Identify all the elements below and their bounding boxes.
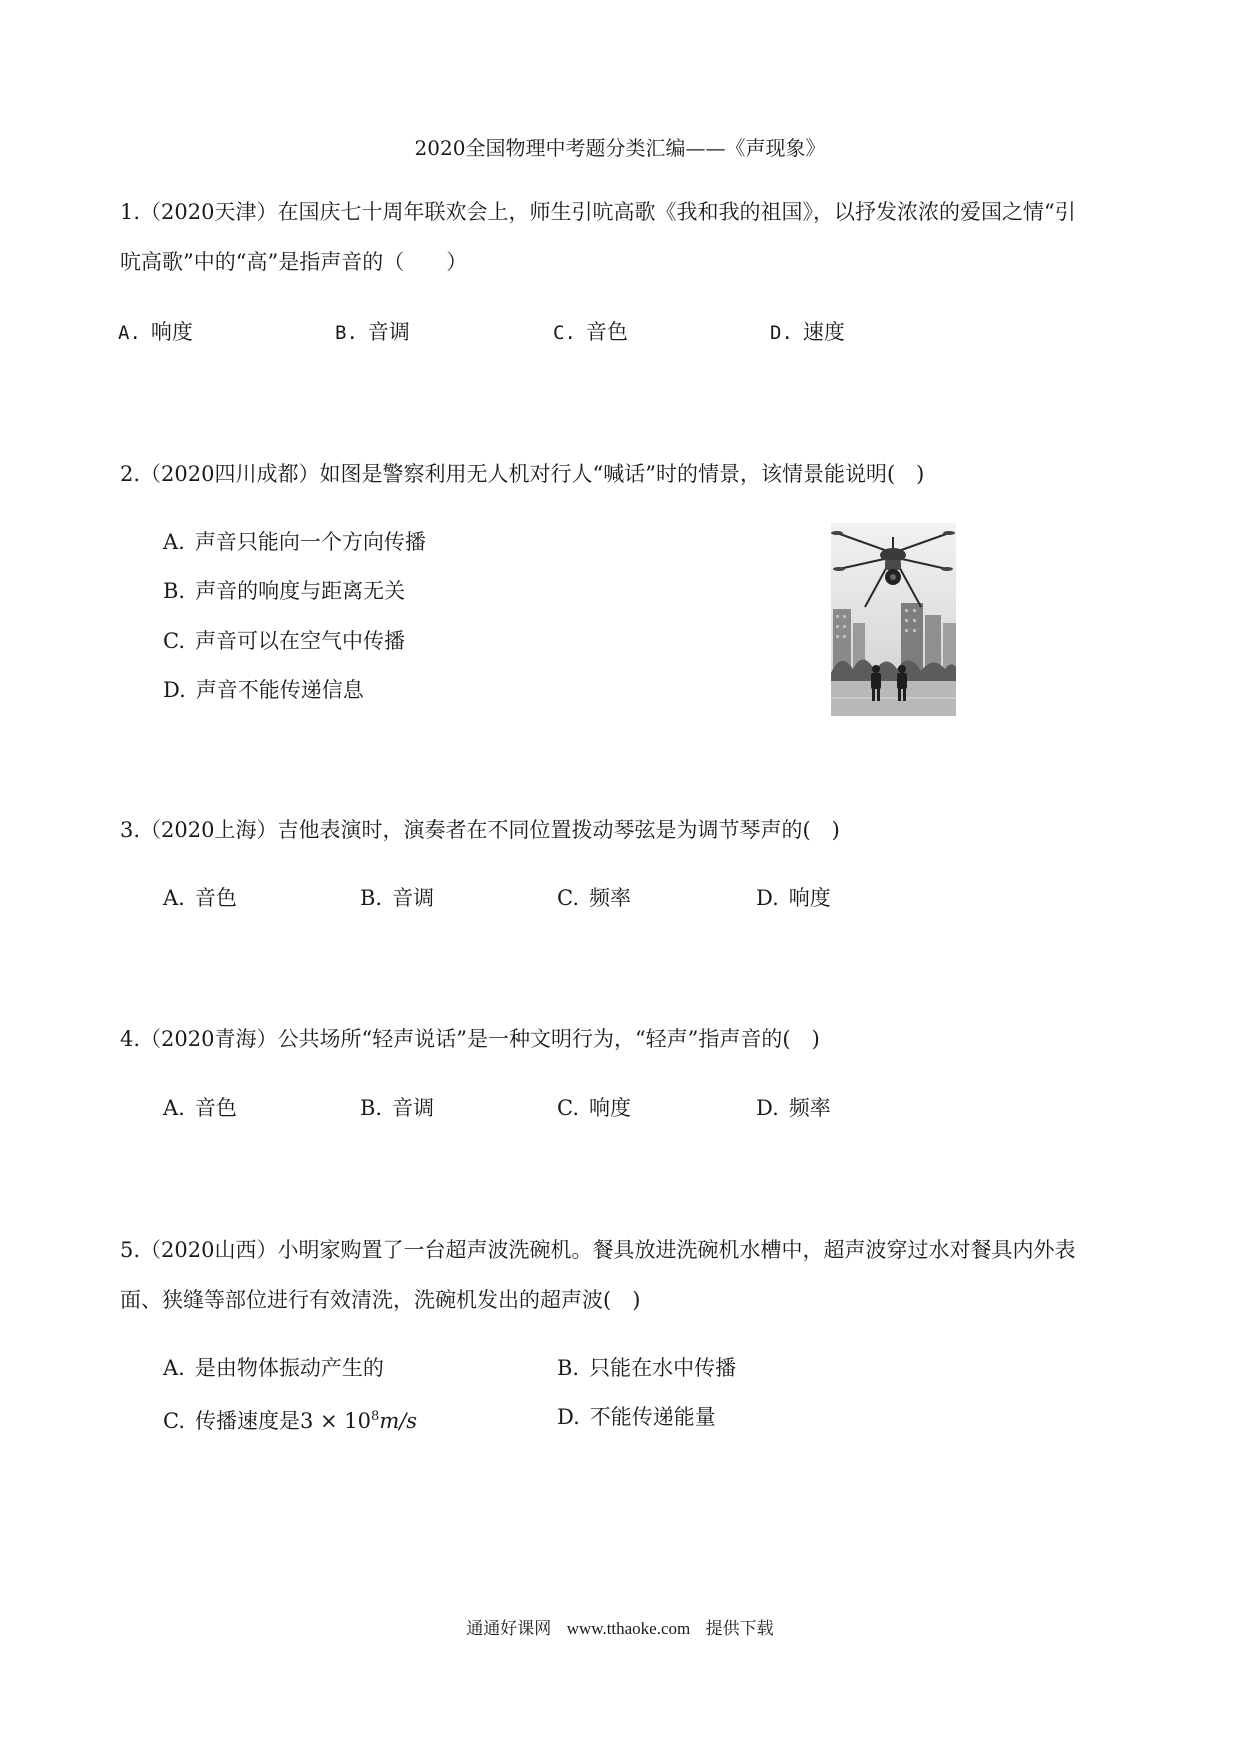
option-label: A. bbox=[163, 886, 185, 910]
option-text: 音调 bbox=[392, 886, 435, 910]
question-2-option-d bbox=[163, 678, 364, 702]
question-1-option-a bbox=[118, 320, 193, 345]
question-5-option-d bbox=[557, 1405, 716, 1429]
question-2-option-b bbox=[163, 579, 405, 603]
option-text: 频率 bbox=[589, 886, 631, 910]
question-2-line-1: 2.（2020四川成都）如图是警察利用无人机对行人“喊话”时的情景，该情景能说明( ) bbox=[120, 462, 925, 486]
question-1-line-2: 吭高歌”中的“高”是指声音的（ ） bbox=[120, 250, 468, 274]
option-label: A. bbox=[163, 1096, 185, 1120]
option-text: 响度 bbox=[788, 886, 831, 910]
option-label: B. bbox=[360, 1096, 383, 1120]
option-text: 音色 bbox=[194, 886, 237, 910]
option-label: B. bbox=[360, 886, 383, 910]
option-text: 音色 bbox=[194, 1096, 237, 1120]
option-label: D. bbox=[163, 678, 186, 702]
option-label: C. bbox=[557, 1096, 579, 1120]
question-4-line-1: 4.（2020青海）公共场所“轻声说话”是一种文明行为，“轻声”指声音的( ) bbox=[120, 1027, 820, 1051]
question-4-option-c bbox=[557, 1096, 631, 1120]
question-2-option-a bbox=[163, 530, 426, 554]
option-text: 音调 bbox=[367, 320, 410, 344]
option-text: 音调 bbox=[392, 1096, 435, 1120]
question-1-option-c bbox=[553, 320, 628, 345]
drone-police-photo bbox=[831, 523, 956, 716]
option-label: A. bbox=[163, 530, 185, 554]
option-text: 声音不能传递信息 bbox=[195, 678, 364, 702]
question-1-option-d bbox=[770, 320, 845, 345]
option-text: 不能传递能量 bbox=[589, 1405, 716, 1429]
option-label: D. bbox=[756, 886, 779, 910]
speed-formula bbox=[300, 1409, 417, 1433]
option-label: C. bbox=[553, 322, 576, 344]
option-label: A. bbox=[163, 1356, 185, 1380]
option-text: 声音的响度与距离无关 bbox=[195, 579, 406, 603]
option-label: C. bbox=[163, 1409, 185, 1433]
question-5-option-c bbox=[163, 1405, 417, 1433]
option-label: D. bbox=[756, 1096, 779, 1120]
question-3-option-d bbox=[756, 886, 831, 910]
option-label: B. bbox=[163, 579, 186, 603]
option-text: 声音可以在空气中传播 bbox=[195, 629, 405, 653]
option-label: C. bbox=[557, 886, 579, 910]
option-label: D. bbox=[557, 1405, 580, 1429]
question-3-option-c bbox=[557, 886, 631, 910]
question-4-option-b bbox=[360, 1096, 434, 1120]
option-text: 速度 bbox=[802, 320, 845, 344]
formula-exponent: 8 bbox=[371, 1409, 380, 1424]
option-text: 响度 bbox=[589, 1096, 631, 1120]
page-title: 2020全国物理中考题分类汇编——《声现象》 bbox=[414, 136, 826, 160]
question-5-line-1: 5.（2020山西）小明家购置了一台超声波洗碗机。餐具放进洗碗机水槽中，超声波穿过水对餐具内外表 bbox=[120, 1238, 1076, 1262]
question-5-line-2: 面、狭缝等部位进行有效清洗，洗碗机发出的超声波( ) bbox=[120, 1288, 641, 1312]
question-3-option-b bbox=[360, 886, 434, 910]
option-label: A. bbox=[118, 322, 141, 344]
question-3-option-a bbox=[163, 886, 237, 910]
footer-brand: 通通好课网 bbox=[466, 1619, 552, 1639]
question-2-option-c bbox=[163, 629, 405, 653]
option-text: 只能在水中传播 bbox=[589, 1356, 737, 1380]
option-text: 声音只能向一个方向传播 bbox=[194, 530, 426, 554]
option-label: B. bbox=[335, 322, 358, 344]
option-label: C. bbox=[163, 629, 185, 653]
footer-website-link[interactable]: www.tthaoke.com bbox=[566, 1619, 691, 1638]
question-3-line-1: 3.（2020上海）吉他表演时，演奏者在不同位置拨动琴弦是为调节琴声的( ) bbox=[120, 818, 840, 842]
formula-base: 3 × 10 bbox=[300, 1409, 372, 1433]
option-text: 传播速度是 bbox=[195, 1409, 300, 1433]
question-1-line-1: 1.（2020天津）在国庆七十周年联欢会上，师生引吭高歌《我和我的祖国》，以抒发浓浓的爱国之情“引 bbox=[120, 200, 1076, 224]
option-text: 频率 bbox=[788, 1096, 831, 1120]
footer-download-text: 提供下载 bbox=[705, 1619, 774, 1639]
option-text: 音色 bbox=[585, 320, 628, 344]
option-text: 是由物体振动产生的 bbox=[194, 1356, 384, 1380]
question-1-option-b bbox=[335, 320, 410, 345]
question-4-option-a bbox=[163, 1096, 237, 1120]
question-5-option-a bbox=[163, 1356, 384, 1380]
page-footer bbox=[0, 1614, 1240, 1639]
option-text: 响度 bbox=[150, 320, 193, 344]
option-label: B. bbox=[557, 1356, 580, 1380]
question-4-option-d bbox=[756, 1096, 831, 1120]
formula-unit: m/s bbox=[379, 1409, 418, 1433]
drone-photo-graphic bbox=[831, 523, 956, 716]
question-5-option-b bbox=[557, 1356, 736, 1380]
option-label: D. bbox=[770, 322, 793, 344]
